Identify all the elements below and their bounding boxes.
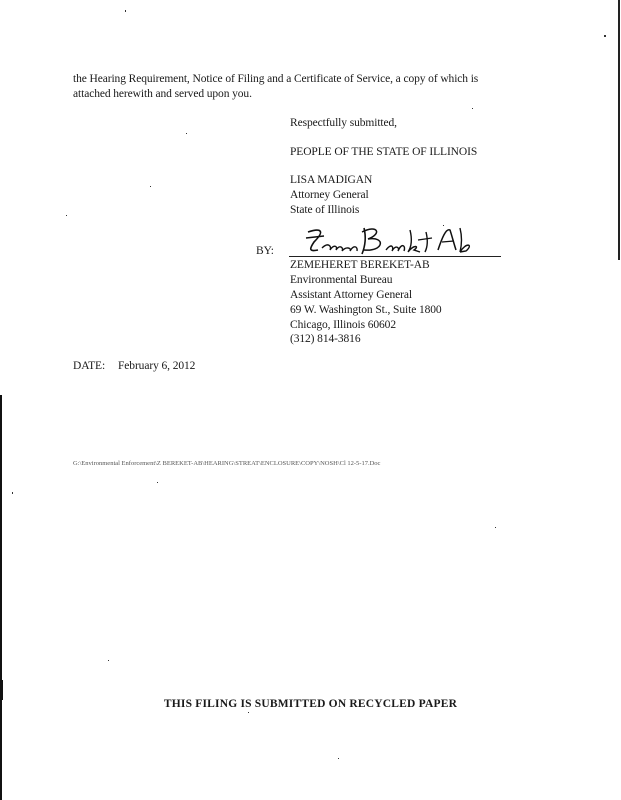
scan-speck	[495, 527, 496, 528]
signer-name: ZEMEHERET BEREKET-AB	[290, 259, 430, 271]
scan-edge-left-mark	[0, 680, 3, 700]
scan-edge-right	[618, 0, 620, 260]
attorney-general-title: Attorney General	[290, 189, 369, 201]
scan-speck	[108, 660, 109, 661]
attorney-general-name: LISA MADIGAN	[290, 174, 373, 186]
signer-title: Assistant Attorney General	[290, 289, 412, 301]
signature-line	[289, 256, 501, 257]
address-line-2: Chicago, Illinois 60602	[290, 319, 396, 331]
closing: Respectfully submitted,	[290, 117, 397, 129]
scan-speck	[604, 35, 606, 37]
signer-bureau: Environmental Bureau	[290, 274, 393, 286]
intro-line-2: attached herewith and served upon you.	[73, 88, 252, 100]
recycled-paper-footer: THIS FILING IS SUBMITTED ON RECYCLED PAPER	[163, 698, 458, 710]
scan-speck	[248, 712, 249, 713]
scan-speck	[66, 215, 67, 216]
date-label: DATE:	[73, 360, 106, 372]
scan-speck	[150, 186, 151, 187]
scan-speck	[472, 108, 473, 109]
by-label: BY:	[256, 245, 274, 257]
scan-speck	[125, 10, 126, 12]
scan-edge-left	[0, 395, 2, 800]
party-name: PEOPLE OF THE STATE OF ILLINOIS	[290, 146, 478, 158]
handwritten-signature	[300, 222, 475, 260]
scan-speck	[338, 758, 339, 759]
scan-speck	[157, 482, 158, 483]
attorney-general-state: State of Illinois	[290, 204, 360, 216]
intro-line-1: the Hearing Requirement, Notice of Filing and a Certificate of Service, a copy of which is	[73, 73, 479, 85]
scan-speck	[186, 133, 187, 134]
phone-number: (312) 814-3816	[290, 333, 361, 345]
scan-speck	[12, 492, 13, 494]
file-path: G:\Environmental Enforcement\Z BEREKET-AB\HEARING\STREAT\ENCLOSURE\COPY\NOSH\Cl 12-5-17.Doc	[73, 460, 381, 467]
date-value: February 6, 2012	[118, 360, 196, 372]
address-line-1: 69 W. Washington St., Suite 1800	[290, 304, 442, 316]
